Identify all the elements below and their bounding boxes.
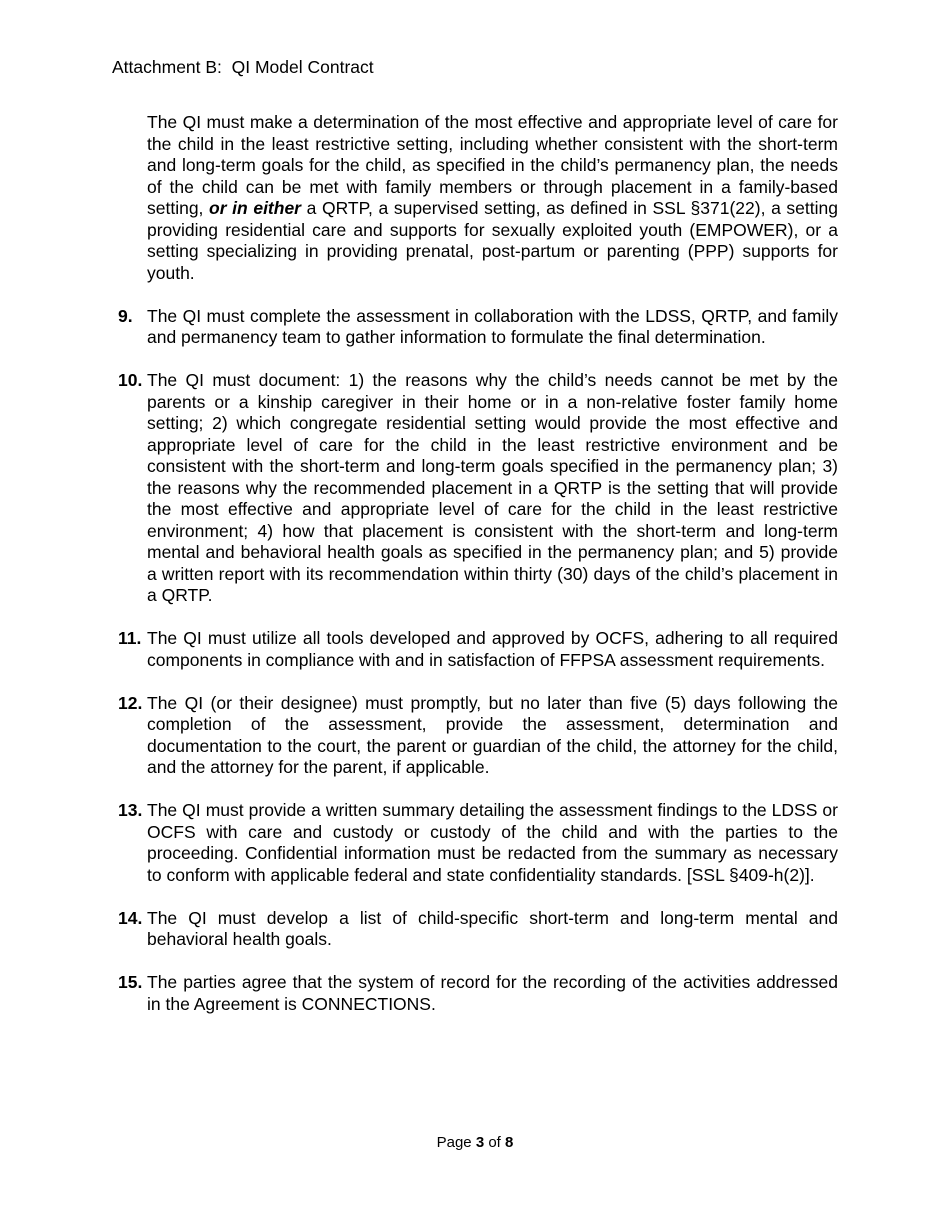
document-header: Attachment B: QI Model Contract [112, 57, 374, 77]
list-item-number: 14. [118, 907, 143, 928]
list-item-14 [118, 908, 838, 951]
list-item-number: 9. [118, 305, 133, 326]
intro-text-before: The QI must make a determination of the most effective and appropriate level of care for the child in the least restrictive setting, including whether consistent with the short-term and long-term goals for the child, as specified in the child’s permanency plan, the needs of the child can be met with family members or through placement in a family-based setting, [147, 112, 838, 218]
list-item-number: 10. [118, 370, 143, 390]
intro-text-after: a QRTP, a supervised setting, as defined in SSL §371(22), a setting providing residential care and supports for sexually exploited youth (EMPOWER), or a setting specializing in providing prenatal, post-partum or parenting (PPP) supports for youth. [147, 198, 838, 283]
list-item-9 [118, 306, 838, 349]
intro-emphasis: or in either [209, 198, 301, 218]
list-item-12 [118, 693, 838, 779]
document-body [118, 112, 838, 1037]
list-item-10 [118, 370, 838, 607]
list-item-text: The parties agree that the system of record for the recording of the activities addressed in the Agreement is CONNECTIONS. [147, 972, 838, 1014]
intro-paragraph [118, 112, 838, 284]
list-item-text: The QI must complete the assessment in collaboration with the LDSS, QRTP, and family and permanency team to gather information to formulate the final determination. [147, 305, 838, 347]
list-item-text: The QI must develop a list of child-specific short-term and long-term mental and behavioral health goals. [147, 907, 838, 949]
page-label: Page [436, 1134, 472, 1151]
list-item-number: 12. [118, 692, 143, 713]
list-item-number: 15. [118, 972, 143, 992]
list-item-text: The QI must provide a written summary detailing the assessment findings to the LDSS or OCFS with care and custody or custody of the child and with the parties to the proceeding. Confidential information must be redacted from the summary as necessary to conform with applicable federal and state confidentiality standards. [SSL §409-h(2)]. [147, 800, 838, 885]
page-of-label: of [488, 1134, 501, 1151]
page-current-number: 3 [475, 1134, 485, 1151]
list-item-15 [118, 972, 838, 1015]
list-item-13 [118, 800, 838, 886]
list-item-text: The QI (or their designee) must promptly, but no later than five (5) days following the completion of the assessment, provide the assessment, determination and documentation to the court, the parent or guardian of the child, the attorney for the child, and the attorney for the parent, if applicable. [147, 692, 838, 777]
list-item-number: 11. [118, 628, 142, 648]
page-total-number: 8 [505, 1134, 514, 1151]
list-item-text: The QI must utilize all tools developed and approved by OCFS, adhering to all required components in compliance with and in satisfaction of FFPSA assessment requirements. [147, 628, 838, 670]
list-item-text: The QI must document: 1) the reasons why the child’s needs cannot be met by the parents or a kinship caregiver in their home or in a non-relative foster family home setting; 2) which congregate residential setting would provide the most effective and appropriate level of care for the child in the least restrictive environment and be consistent with the short-term and long-term goals specified in the permanency plan; 3) the reasons why the recommended placement in a QRTP is the setting that will provide the most effective and appropriate level of care for the child in the least restrictive environment; 4) how that placement is consistent with the short-term and long-term mental and behavioral health goals as specified in the permanency plan; and 5) provide a written report with its recommendation within thirty (30) days of the child’s placement in a QRTP. [147, 370, 838, 605]
list-item-11 [118, 628, 838, 671]
page-footer [0, 1133, 950, 1153]
list-item-number: 13. [118, 800, 143, 820]
